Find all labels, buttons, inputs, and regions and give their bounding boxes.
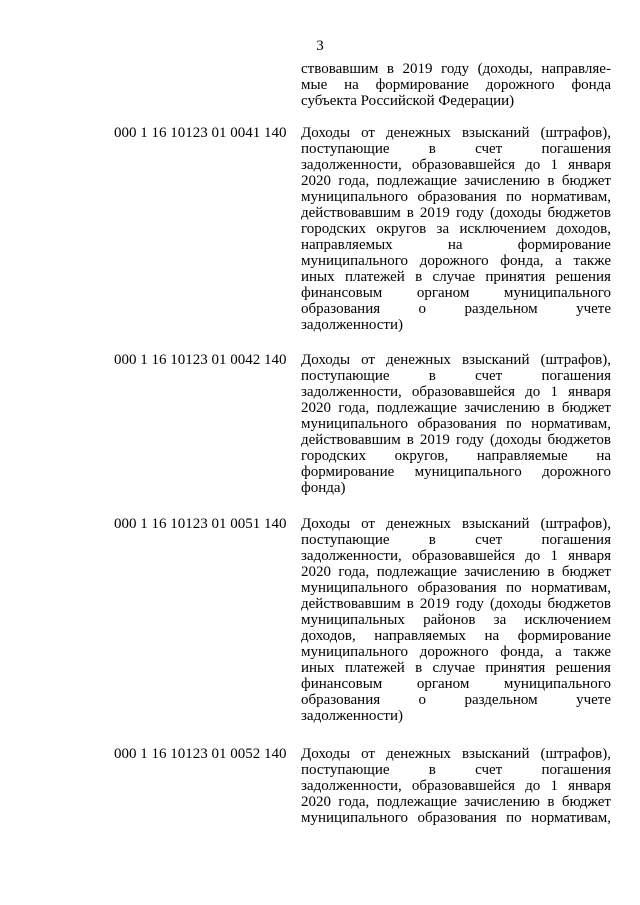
description-word: доходов, bbox=[301, 628, 356, 644]
description-line bbox=[301, 580, 611, 596]
description-word: районов bbox=[423, 612, 476, 628]
description-word: поступающие bbox=[301, 532, 390, 548]
description-word: муниципального bbox=[503, 285, 611, 301]
description-word: а bbox=[555, 253, 562, 269]
description-word: 2019 bbox=[419, 205, 450, 221]
description-word: (доходы, bbox=[477, 61, 533, 77]
description-word: фонда, bbox=[500, 253, 544, 269]
description-word: на bbox=[484, 628, 500, 644]
description-word: в bbox=[386, 61, 395, 77]
description-word: мые bbox=[301, 77, 328, 93]
description-line bbox=[301, 400, 611, 416]
description-word: городских bbox=[301, 221, 366, 237]
description-word: бюджет bbox=[561, 794, 611, 810]
description-line bbox=[301, 93, 611, 109]
description-word: за bbox=[436, 221, 450, 237]
description-word: (штрафов), bbox=[540, 125, 611, 141]
description-word: поступающие bbox=[301, 368, 390, 384]
description-line bbox=[301, 564, 611, 580]
description-word: Доходы bbox=[301, 125, 351, 141]
description-line bbox=[301, 253, 611, 269]
description-line bbox=[301, 810, 611, 826]
description-word: счет bbox=[475, 532, 503, 548]
description-word: формирование bbox=[301, 464, 395, 480]
budget-code: 000 1 16 10123 01 0041 140 bbox=[114, 125, 287, 141]
description-word: ствовавшим bbox=[301, 61, 379, 77]
description-word: в bbox=[428, 368, 436, 384]
description-line bbox=[301, 157, 611, 173]
description-line bbox=[301, 221, 611, 237]
description-word: по bbox=[506, 416, 522, 432]
description-line bbox=[301, 794, 611, 810]
description-word: округов, bbox=[394, 448, 449, 464]
row-description bbox=[301, 61, 611, 109]
description-word: задолженности, bbox=[301, 548, 402, 564]
description-line bbox=[301, 61, 611, 77]
description-word: счет bbox=[475, 762, 503, 778]
description-word: зачислению bbox=[464, 173, 540, 189]
description-line bbox=[301, 384, 611, 400]
description-word: также bbox=[573, 253, 611, 269]
description-word: взысканий bbox=[461, 352, 530, 368]
description-word: образования bbox=[417, 580, 497, 596]
description-word: нормативам, bbox=[531, 416, 611, 432]
description-word: образования bbox=[417, 189, 497, 205]
description-word: 2020 bbox=[301, 564, 331, 580]
description-word: в bbox=[428, 532, 436, 548]
description-word: округов bbox=[376, 221, 427, 237]
description-word: фонда bbox=[571, 77, 611, 93]
description-word: муниципального bbox=[503, 676, 611, 692]
description-word: от bbox=[361, 516, 375, 532]
description-word: действовавшим bbox=[301, 205, 401, 221]
description-word: по bbox=[506, 580, 522, 596]
description-line bbox=[301, 141, 611, 157]
description-word: образования bbox=[417, 416, 497, 432]
description-word: платежей bbox=[344, 269, 405, 285]
description-line bbox=[301, 532, 611, 548]
description-word: подлежащие bbox=[376, 564, 457, 580]
description-line bbox=[301, 746, 611, 762]
description-word: образовавшейся bbox=[411, 384, 515, 400]
description-word: до bbox=[525, 157, 541, 173]
description-line bbox=[301, 516, 611, 532]
description-word: решения bbox=[555, 269, 611, 285]
description-line bbox=[301, 676, 611, 692]
description-word: году bbox=[455, 596, 484, 612]
description-word: поступающие bbox=[301, 141, 390, 157]
row-description bbox=[301, 125, 611, 333]
description-word: в bbox=[415, 660, 423, 676]
description-word: городских bbox=[301, 448, 366, 464]
description-word: Доходы bbox=[301, 516, 351, 532]
description-word: на bbox=[596, 448, 611, 464]
description-word: в bbox=[547, 173, 555, 189]
description-word: в bbox=[547, 794, 555, 810]
description-line bbox=[301, 125, 611, 141]
description-word: направляемых bbox=[374, 628, 466, 644]
description-word: зачислению bbox=[464, 564, 540, 580]
description-line bbox=[301, 432, 611, 448]
description-word: дорожного bbox=[485, 77, 555, 93]
description-word: нормативам, bbox=[531, 810, 611, 826]
description-word: раздельном bbox=[464, 301, 538, 317]
description-word: 2020 bbox=[301, 400, 331, 416]
description-word: погашения bbox=[541, 368, 611, 384]
description-word: 1 bbox=[550, 548, 558, 564]
description-line bbox=[301, 237, 611, 253]
description-word: платежей bbox=[344, 660, 405, 676]
description-line bbox=[301, 368, 611, 384]
description-word: бюджет bbox=[561, 400, 611, 416]
description-word: бюджетов bbox=[547, 596, 611, 612]
description-word: 2019 bbox=[419, 596, 450, 612]
description-word: нормативам, bbox=[531, 580, 611, 596]
description-line bbox=[301, 762, 611, 778]
description-word: задолженности, bbox=[301, 157, 402, 173]
description-line bbox=[301, 77, 611, 93]
description-word: на bbox=[447, 237, 463, 253]
description-word: января bbox=[568, 157, 611, 173]
description-word: задолженности) bbox=[301, 708, 403, 724]
budget-code: 000 1 16 10123 01 0042 140 bbox=[114, 352, 287, 368]
description-word: дорожного bbox=[542, 464, 611, 480]
description-word: исключением bbox=[524, 612, 611, 628]
description-word: финансовым bbox=[301, 285, 383, 301]
row-description bbox=[301, 516, 611, 724]
description-word: году bbox=[455, 432, 484, 448]
description-word: органом bbox=[416, 676, 470, 692]
description-word: принятия bbox=[485, 269, 546, 285]
description-word: денежных bbox=[385, 352, 451, 368]
description-word: образовавшейся bbox=[411, 548, 515, 564]
description-word: муниципального bbox=[301, 580, 409, 596]
description-word: денежных bbox=[385, 516, 451, 532]
description-word: муниципального bbox=[414, 464, 522, 480]
description-word: формирование bbox=[375, 77, 469, 93]
description-word: году bbox=[441, 61, 470, 77]
description-word: до bbox=[525, 384, 541, 400]
description-word: образования bbox=[301, 301, 381, 317]
description-word: направляемых bbox=[301, 237, 393, 253]
description-word: действовавшим bbox=[301, 432, 401, 448]
description-word: денежных bbox=[385, 125, 451, 141]
description-word: взысканий bbox=[461, 516, 530, 532]
description-word: задолженности) bbox=[301, 317, 403, 333]
description-word: до bbox=[525, 778, 541, 794]
description-word: дорожного bbox=[419, 644, 489, 660]
description-word: муниципального bbox=[301, 810, 409, 826]
description-line bbox=[301, 548, 611, 564]
description-word: от bbox=[361, 352, 375, 368]
description-word: от bbox=[361, 746, 375, 762]
description-word: муниципального bbox=[301, 644, 409, 660]
description-word: 1 bbox=[550, 778, 558, 794]
description-word: формирование bbox=[517, 237, 611, 253]
description-word: подлежащие bbox=[376, 173, 457, 189]
description-word: учете bbox=[576, 301, 611, 317]
description-word: 2020 bbox=[301, 794, 331, 810]
description-word: нормативам, bbox=[531, 189, 611, 205]
description-word: января bbox=[568, 384, 611, 400]
description-word: в bbox=[406, 596, 414, 612]
description-word: бюджетов bbox=[547, 432, 611, 448]
description-word: в bbox=[428, 762, 436, 778]
description-word: бюджет bbox=[561, 564, 611, 580]
description-word: в bbox=[415, 269, 423, 285]
row-description bbox=[301, 352, 611, 496]
description-line bbox=[301, 480, 611, 496]
description-word: по bbox=[506, 810, 522, 826]
description-word: дорожного bbox=[419, 253, 489, 269]
description-word: задолженности, bbox=[301, 778, 402, 794]
description-word: 1 bbox=[550, 157, 558, 173]
description-word: задолженности, bbox=[301, 384, 402, 400]
description-word: образования bbox=[301, 692, 381, 708]
budget-code: 000 1 16 10123 01 0052 140 bbox=[114, 746, 287, 762]
description-word: года, bbox=[338, 794, 370, 810]
description-word: случае bbox=[432, 269, 476, 285]
description-word: фонда) bbox=[301, 480, 346, 496]
description-word: 2020 bbox=[301, 173, 331, 189]
description-word: (доходы bbox=[489, 432, 542, 448]
description-line bbox=[301, 660, 611, 676]
description-line bbox=[301, 352, 611, 368]
description-line bbox=[301, 269, 611, 285]
description-line bbox=[301, 205, 611, 221]
description-line bbox=[301, 189, 611, 205]
description-word: 2019 bbox=[402, 61, 433, 77]
budget-code: 000 1 16 10123 01 0051 140 bbox=[114, 516, 287, 532]
description-word: финансовым bbox=[301, 676, 383, 692]
description-word: на bbox=[344, 77, 359, 93]
description-word: в bbox=[428, 141, 436, 157]
description-line bbox=[301, 301, 611, 317]
description-word: до bbox=[525, 548, 541, 564]
description-word: погашения bbox=[541, 762, 611, 778]
description-line bbox=[301, 778, 611, 794]
description-word: о bbox=[418, 692, 427, 708]
description-line bbox=[301, 708, 611, 724]
description-word: бюджетов bbox=[547, 205, 611, 221]
description-word: взысканий bbox=[461, 125, 530, 141]
description-word: подлежащие bbox=[376, 794, 457, 810]
description-line bbox=[301, 628, 611, 644]
description-word: образования bbox=[417, 810, 497, 826]
description-word: раздельном bbox=[464, 692, 538, 708]
description-line bbox=[301, 317, 611, 333]
description-word: направляе- bbox=[541, 61, 611, 77]
description-word: (штрафов), bbox=[540, 746, 611, 762]
description-line bbox=[301, 644, 611, 660]
description-word: января bbox=[568, 778, 611, 794]
description-word: от bbox=[361, 125, 375, 141]
description-word: года, bbox=[338, 400, 370, 416]
description-word: году bbox=[455, 205, 484, 221]
description-line bbox=[301, 692, 611, 708]
row-description bbox=[301, 746, 611, 826]
description-word: субъекта Российской Федерации) bbox=[301, 93, 515, 109]
description-word: действовавшим bbox=[301, 596, 401, 612]
description-word: зачислению bbox=[464, 400, 540, 416]
description-word: в bbox=[406, 205, 414, 221]
description-word: зачислению bbox=[464, 794, 540, 810]
description-word: в bbox=[406, 432, 414, 448]
description-word: (доходы bbox=[489, 205, 542, 221]
description-word: в bbox=[547, 400, 555, 416]
description-word: в bbox=[547, 564, 555, 580]
description-word: исключением bbox=[459, 221, 546, 237]
description-word: муниципального bbox=[301, 253, 409, 269]
description-word: погашения bbox=[541, 532, 611, 548]
description-word: органом bbox=[416, 285, 470, 301]
description-word: года, bbox=[338, 564, 370, 580]
description-word: фонда, bbox=[500, 644, 544, 660]
description-word: а bbox=[555, 644, 562, 660]
description-word: бюджет bbox=[561, 173, 611, 189]
description-word: образовавшейся bbox=[411, 778, 515, 794]
description-word: поступающие bbox=[301, 762, 390, 778]
description-word: за bbox=[493, 612, 507, 628]
description-word: денежных bbox=[385, 746, 451, 762]
description-word: 2019 bbox=[419, 432, 450, 448]
description-word: решения bbox=[555, 660, 611, 676]
description-word: подлежащие bbox=[376, 400, 457, 416]
description-word: января bbox=[568, 548, 611, 564]
description-line bbox=[301, 612, 611, 628]
description-word: 1 bbox=[550, 384, 558, 400]
description-word: погашения bbox=[541, 141, 611, 157]
description-word: по bbox=[506, 189, 522, 205]
description-word: случае bbox=[432, 660, 476, 676]
description-word: (штрафов), bbox=[540, 516, 611, 532]
description-line bbox=[301, 596, 611, 612]
description-word: иных bbox=[301, 269, 335, 285]
description-word: счет bbox=[475, 141, 503, 157]
description-word: также bbox=[573, 644, 611, 660]
description-word: Доходы bbox=[301, 352, 351, 368]
description-line bbox=[301, 173, 611, 189]
description-word: года, bbox=[338, 173, 370, 189]
page-number: 3 bbox=[316, 38, 324, 54]
description-word: учете bbox=[576, 692, 611, 708]
description-word: направляемые bbox=[476, 448, 568, 464]
description-word: (штрафов), bbox=[540, 352, 611, 368]
description-line bbox=[301, 416, 611, 432]
description-word: образовавшейся bbox=[411, 157, 515, 173]
description-word: иных bbox=[301, 660, 335, 676]
description-word: о bbox=[418, 301, 427, 317]
description-word: доходов, bbox=[556, 221, 611, 237]
description-word: муниципальных bbox=[301, 612, 405, 628]
description-word: (доходы bbox=[489, 596, 542, 612]
description-word: принятия bbox=[485, 660, 546, 676]
description-word: взысканий bbox=[461, 746, 530, 762]
description-word: счет bbox=[475, 368, 503, 384]
description-line bbox=[301, 448, 611, 464]
description-word: муниципального bbox=[301, 189, 409, 205]
description-line bbox=[301, 285, 611, 301]
description-word: Доходы bbox=[301, 746, 351, 762]
description-line bbox=[301, 464, 611, 480]
description-word: муниципального bbox=[301, 416, 409, 432]
description-word: формирование bbox=[517, 628, 611, 644]
